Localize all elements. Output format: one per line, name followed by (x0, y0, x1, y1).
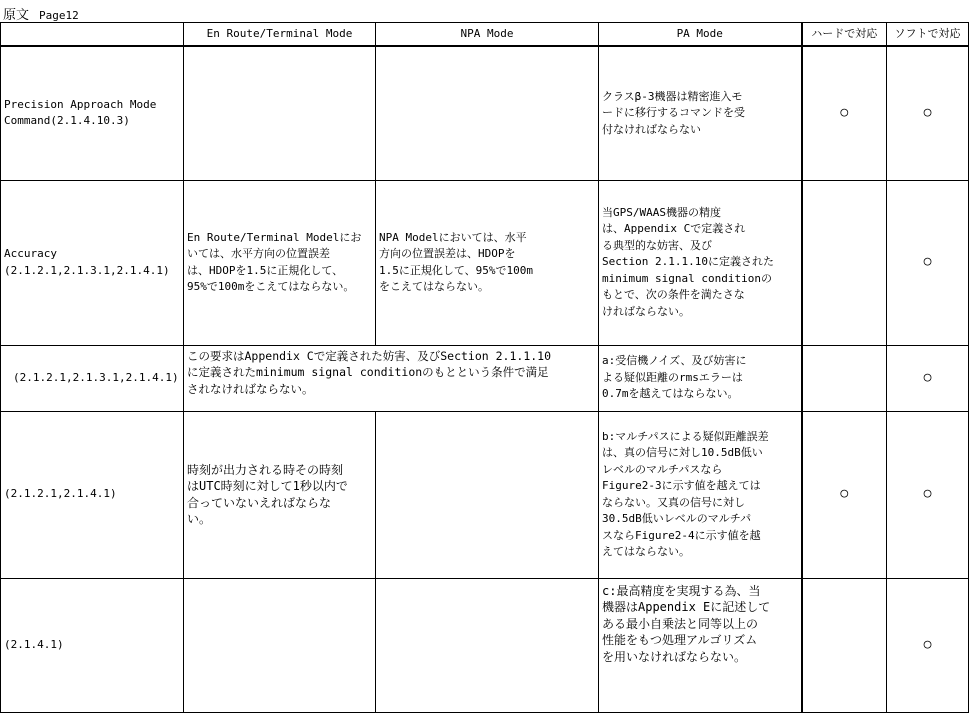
col-header-pa: PA Mode (599, 23, 802, 47)
cell-pa: クラスβ-3機器は精密進入モ ードに移行するコマンドを受 付なければならない (599, 46, 802, 180)
col-header-soft: ソフトで対応 (887, 23, 969, 47)
col-header-item (1, 23, 184, 47)
cell-hard-check (802, 578, 887, 712)
header-row (1, 23, 969, 47)
table-row (1, 46, 969, 180)
row-item: (2.1.2.1,2.1.4.1) (1, 411, 184, 578)
cell-en-route (184, 46, 376, 180)
col-header-en-route: En Route/Terminal Mode (184, 23, 376, 47)
cell-pa: c:最高精度を実現する為、当 機器はAppendix Eに記述して ある最小自乗法と同等以上の 性能をもつ処理アルゴリズム を用いなければならない。 (599, 578, 802, 712)
col-header-npa: NPA Mode (376, 23, 599, 47)
cell-soft-check: ○ (887, 345, 969, 411)
row-item: (2.1.2.1,2.1.3.1,2.1.4.1) (1, 345, 184, 411)
cell-pa: b:マルチパスによる疑似距離誤差 は、真の信号に対し10.5dB低い レベルのマルチパスなら Figure2-3に示す値を越えては ならない。又真の信号に対し 30.5dB低いレベルのマルチパ スならFigure2-4に示す値を越 えてはならない。 (599, 411, 802, 578)
cell-soft-check: ○ (887, 46, 969, 180)
cell-hard-check (802, 345, 887, 411)
table-row (1, 345, 969, 411)
cell-en-route: En Route/Terminal Modelにお いては、水平方向の位置誤差 は、HDOPを1.5に正規化して、 95%で100mをこえてはならない。 (184, 180, 376, 345)
row-item: Precision Approach Mode Command(2.1.4.10.3) (1, 46, 184, 180)
cell-en-route (184, 578, 376, 712)
cell-soft-check: ○ (887, 578, 969, 712)
row-item: (2.1.4.1) (1, 578, 184, 712)
cell-pa: 当GPS/WAAS機器の精度 は、Appendix Cで定義され る典型的な妨害、及び Section 2.1.1.10に定義された minimum signal conditionの もとで、次の条件を満たさな ければならない。 (599, 180, 802, 345)
cell-npa (376, 578, 599, 712)
cell-hard-check (802, 180, 887, 345)
page-number: Page12 (39, 9, 79, 22)
cell-npa: NPA Modelにおいては、水平 方向の位置誤差は、HDOPを 1.5に正規化して、95%で100m をこえてはならない。 (376, 180, 599, 345)
cell-soft-check: ○ (887, 180, 969, 345)
page-header (3, 4, 79, 23)
table-row (1, 180, 969, 345)
col-header-hard: ハードで対応 (802, 23, 887, 47)
cell-hard-check: ○ (802, 46, 887, 180)
row-item: Accuracy (2.1.2.1,2.1.3.1,2.1.4.1) (1, 180, 184, 345)
cell-hard-check: ○ (802, 411, 887, 578)
cell-merged-note: この要求はAppendix Cで定義された妨害、及びSection 2.1.1.10 に定義されたminimum signal conditionのもとという条件で満足 されなければならない。 (184, 345, 599, 411)
table-row (1, 411, 969, 578)
cell-en-route: 時刻が出力される時その時刻 はUTC時刻に対して1秒以内で 合っていないえればならな い。 (184, 411, 376, 578)
table-row (1, 578, 969, 712)
header-title: 原文 (3, 8, 30, 23)
cell-pa: a:受信機ノイズ、及び妨害に よる疑似距離のrmsエラーは 0.7mを越えてはならない。 (599, 345, 802, 411)
cell-soft-check: ○ (887, 411, 969, 578)
cell-npa (376, 411, 599, 578)
requirements-table (0, 22, 969, 713)
cell-npa (376, 46, 599, 180)
